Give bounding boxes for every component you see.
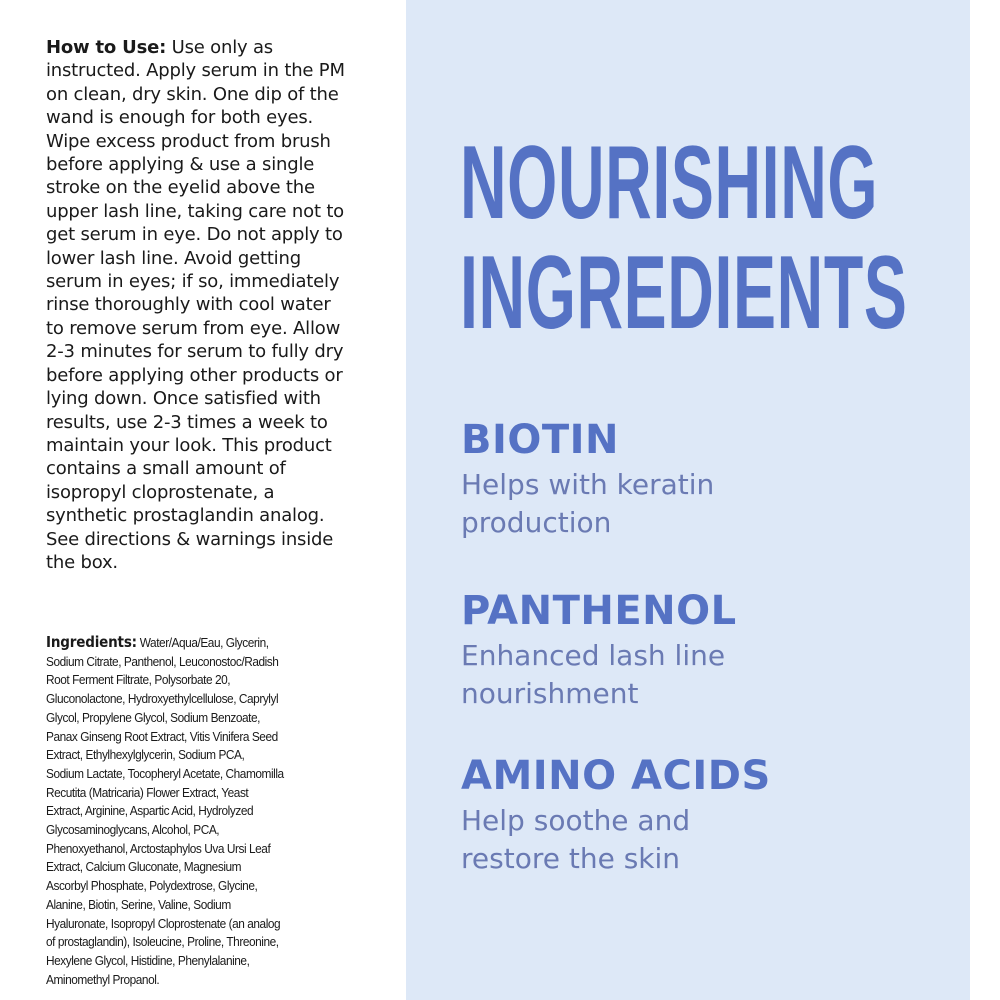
- how-to-use-text: Use only as instructed. Apply serum in the PM on clean, dry skin. One dip of the wand is enough for both eyes. Wipe excess product from brush before applying & use a single stroke on the eyelid above the upper lash line, taking care not to get serum in eye. Do not apply to lower lash line. Avoid getting serum in eyes; if so, immediately rinse thoroughly with cool water to remove serum from eye. Allow 2-3 minutes for serum to fully dry before applying other products or lying down. Once satisfied with results, use 2-3 times a week to maintain your look. This product contains a small amount of isopropyl cloprostenate, a synthetic prostaglandin analog. See directions & warnings inside the box.: [46, 37, 345, 573]
- ingredients-text: Water/Aqua/Eau, Glycerin, Sodium Citrate, Panthenol, Leuconostoc/Radish Root Ferment Filtrate, Polysorbate 20, Gluconolactone, Hydroxyethylcellulose, Caprylyl Glycol, Propylene Glycol, Sodium Benzoate, Panax Ginseng Root Extract, Vitis Vinifera Seed Extract, Ethylhexylglycerin, Sodium PCA, Sodium Lactate, Tocopheryl Acetate, Chamomilla Recutita (Matricaria) Flower Extract, Yeast Extract, Arginine, Aspartic Acid, Hydrolyzed Glycosaminoglycans, Alcohol, PCA, Phenoxyethanol, Arctostaphylos Uva Ursi Leaf Extract, Calcium Gluconate, Magnesium Ascorbyl Phosphate, Polydextrose, Glycine, Alanine, Biotin, Serine, Valine, Sodium Hyaluronate, Isopropyl Cloprostenate (an analog of prostaglandin), Isoleucine, Proline, Threonine, Hexylene Glycol, Histidine, Phenylalanine, Aminomethyl Propanol.: [46, 635, 284, 987]
- benefit-description: Helps with keratin production: [461, 468, 715, 539]
- headline-line-2: INGREDIENTS: [460, 235, 908, 351]
- ingredients-label: Ingredients:: [46, 633, 137, 651]
- benefit-title: PANTHENOL: [461, 588, 737, 634]
- benefit-description: Help soothe and restore the skin: [461, 804, 691, 875]
- headline-line-1: NOURISHING: [460, 125, 879, 241]
- benefit-panthenol: [461, 589, 941, 713]
- right-edge-margin: [970, 0, 1000, 1000]
- headline: [460, 125, 908, 351]
- ingredients-paragraph: [46, 633, 285, 989]
- benefit-description: Enhanced lash line nourishment: [461, 639, 726, 710]
- benefit-title: AMINO ACIDS: [461, 753, 771, 799]
- benefit-biotin: [461, 418, 941, 542]
- how-to-use-paragraph: [46, 36, 346, 574]
- benefit-title: BIOTIN: [461, 417, 620, 463]
- how-to-use-label: How to Use:: [46, 37, 167, 58]
- benefit-amino-acids: [461, 754, 941, 878]
